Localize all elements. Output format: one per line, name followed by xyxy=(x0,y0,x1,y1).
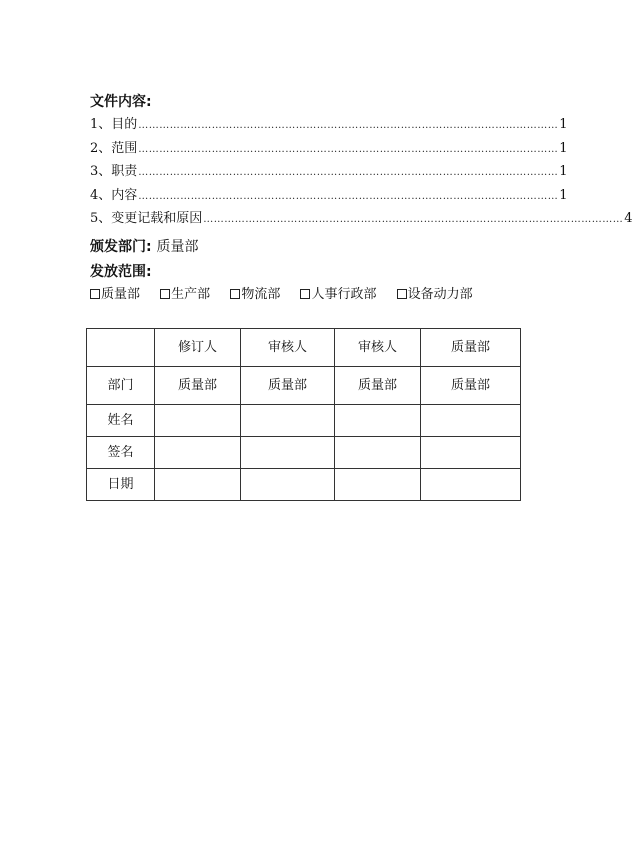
toc-item[interactable] xyxy=(90,162,568,186)
table-row xyxy=(87,469,521,501)
issuing-dept-label: 颁发部门: xyxy=(90,239,152,255)
row-label-cell: 部门 xyxy=(87,367,155,405)
toc-item-label: 3、职责 xyxy=(90,164,138,179)
toc-item[interactable] xyxy=(90,139,568,163)
table-cell[interactable] xyxy=(335,437,421,469)
table-cell[interactable]: 质量部 xyxy=(155,367,241,405)
toc-item-label: 5、变更记载和原因 xyxy=(90,211,203,226)
distribution-label: 生产部 xyxy=(171,287,211,302)
table-row xyxy=(87,437,521,469)
toc-item[interactable] xyxy=(90,209,633,233)
checkbox-empty-icon xyxy=(300,289,310,299)
issuing-dept-value: 质量部 xyxy=(156,239,199,255)
table-cell[interactable] xyxy=(155,469,241,501)
signoff-table xyxy=(86,328,521,501)
distribution-checkbox[interactable] xyxy=(397,285,473,305)
distribution-checkbox[interactable] xyxy=(90,285,140,305)
table-header-cell xyxy=(87,329,155,367)
table-of-contents xyxy=(90,115,633,233)
table-header-row xyxy=(87,329,521,367)
table-cell[interactable]: 质量部 xyxy=(335,367,421,405)
distribution-label: 人事行政部 xyxy=(311,287,377,302)
contents-title: 文件内容: xyxy=(90,94,152,110)
table-cell[interactable] xyxy=(241,437,335,469)
distribution-list xyxy=(90,285,473,305)
table-header-cell: 质量部 xyxy=(421,329,521,367)
table-cell[interactable]: 质量部 xyxy=(241,367,335,405)
table-row xyxy=(87,367,521,405)
toc-item-label: 2、范围 xyxy=(90,140,138,156)
row-label-cell: 姓名 xyxy=(87,405,155,437)
table-cell[interactable] xyxy=(241,405,335,437)
toc-item-label: 4、内容 xyxy=(90,187,138,203)
toc-leader-dots: ………………………………………………………………………………………………………… xyxy=(138,190,559,202)
distribution-label: 物流部 xyxy=(241,287,281,302)
toc-item-page: 1 xyxy=(559,140,568,156)
toc-item-label: 1、目的 xyxy=(90,117,138,132)
distribution-title: 发放范围: xyxy=(90,264,152,280)
toc-item[interactable] xyxy=(90,115,568,139)
table-cell[interactable] xyxy=(421,405,521,437)
distribution-checkbox[interactable] xyxy=(230,285,280,305)
toc-leader-dots: ………………………………………………………………………………………………………… xyxy=(203,214,624,225)
toc-item[interactable] xyxy=(90,186,568,210)
table-cell[interactable] xyxy=(335,405,421,437)
table-cell[interactable]: 质量部 xyxy=(421,367,521,405)
distribution-label: 质量部 xyxy=(101,287,141,302)
checkbox-empty-icon xyxy=(90,289,100,299)
table-row xyxy=(87,405,521,437)
toc-item-page: 1 xyxy=(559,164,568,179)
table-header-cell: 修订人 xyxy=(155,329,241,367)
toc-leader-dots: ………………………………………………………………………………………………………… xyxy=(138,167,559,178)
table-cell[interactable] xyxy=(421,437,521,469)
toc-leader-dots: ………………………………………………………………………………………………………… xyxy=(138,120,559,131)
checkbox-empty-icon xyxy=(160,289,170,299)
distribution-checkbox[interactable] xyxy=(160,285,210,305)
row-label-cell: 日期 xyxy=(87,469,155,501)
table-cell[interactable] xyxy=(155,405,241,437)
distribution-label: 设备动力部 xyxy=(407,287,473,302)
issuing-dept xyxy=(90,237,198,257)
toc-leader-dots: ………………………………………………………………………………………………………… xyxy=(138,143,559,155)
toc-item-page: 4 xyxy=(624,211,633,226)
table-header-cell: 审核人 xyxy=(241,329,335,367)
checkbox-empty-icon xyxy=(230,289,240,299)
table-cell[interactable] xyxy=(155,437,241,469)
table-header-cell: 审核人 xyxy=(335,329,421,367)
checkbox-empty-icon xyxy=(397,289,407,299)
table-cell[interactable] xyxy=(241,469,335,501)
toc-item-page: 1 xyxy=(559,117,568,132)
row-label-cell: 签名 xyxy=(87,437,155,469)
table-cell[interactable] xyxy=(421,469,521,501)
toc-item-page: 1 xyxy=(559,187,568,203)
table-cell[interactable] xyxy=(335,469,421,501)
distribution-checkbox[interactable] xyxy=(300,285,376,305)
